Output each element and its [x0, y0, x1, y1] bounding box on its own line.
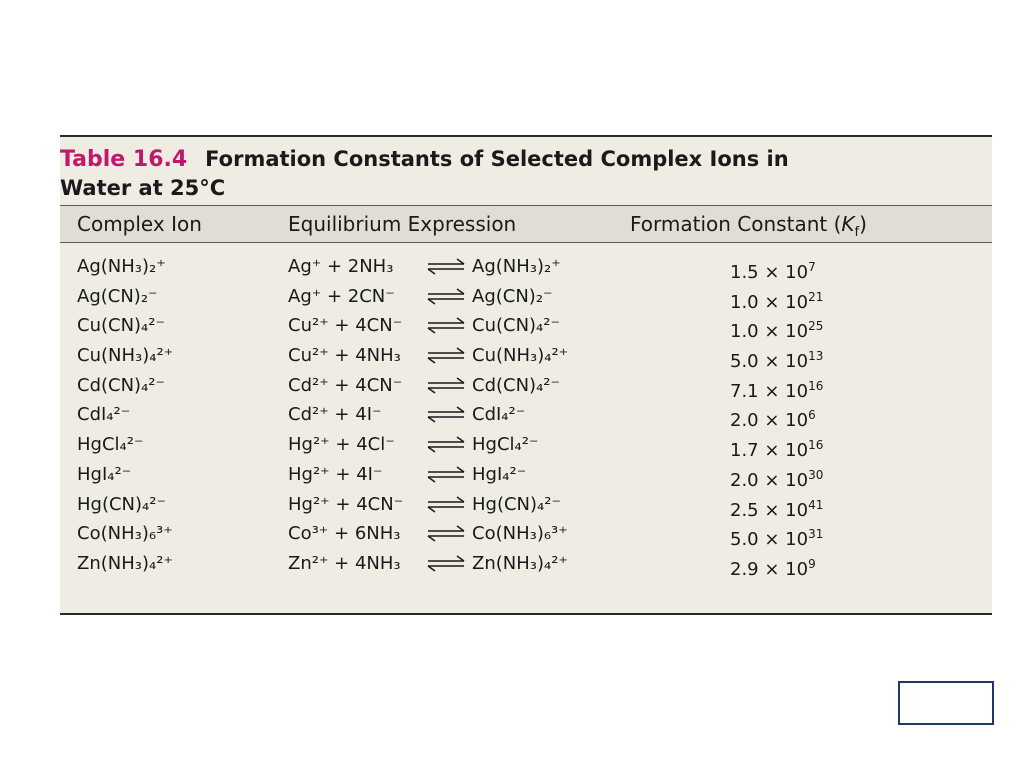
product: Cd(CN)₄²⁻ — [472, 374, 561, 396]
caption-line-2: Water at 25°C — [60, 176, 226, 200]
product: Ag(NH₃)₂⁺ — [472, 256, 561, 277]
product: HgCl₄²⁻ — [472, 434, 539, 456]
equilibrium-arrows-icon — [426, 316, 466, 336]
table-row — [60, 491, 992, 521]
equilibrium-arrows-icon — [426, 287, 466, 307]
k-exponent: 9 — [808, 556, 816, 571]
reactants: Cd²⁺ + 4I⁻ — [288, 404, 382, 426]
formation-constant-value: $5.0 \times 10^{13}$ — [730, 349, 824, 373]
caption-line-1 — [60, 145, 992, 174]
table-row — [60, 461, 992, 491]
reactants: Hg²⁺ + 4CN⁻ — [288, 493, 404, 515]
table-title: Formation Constants of Selected Complex Ions in — [205, 147, 789, 171]
k-mantissa: 2.0 — [730, 469, 759, 491]
header-k-subscript: f — [854, 225, 860, 240]
k-mantissa: 1.7 — [730, 440, 759, 462]
table-row — [60, 283, 992, 313]
product: Cu(NH₃)₄²⁺ — [472, 345, 569, 367]
equilibrium-arrows-icon — [426, 257, 466, 277]
product: Hg(CN)₄²⁻ — [472, 493, 561, 515]
product: HgI₄²⁻ — [472, 463, 527, 485]
product: Zn(NH₃)₄²⁺ — [472, 552, 568, 574]
complex-ion: Cu(NH₃)₄²⁺ — [77, 345, 174, 367]
equilibrium-arrows-icon — [426, 376, 466, 396]
reactants: Ag⁺ + 2CN⁻ — [288, 285, 395, 307]
formation-constant-value: $2.5 \times 10^{41}$ — [730, 497, 824, 521]
reactants: Cu²⁺ + 4NH₃ — [288, 345, 401, 367]
complex-ion: HgCl₄²⁻ — [77, 434, 144, 456]
k-exponent: 30 — [808, 467, 824, 482]
table-row — [60, 342, 992, 372]
product: Ag(CN)₂⁻ — [472, 285, 553, 307]
complex-ion: Cu(CN)₄²⁻ — [77, 315, 165, 337]
header-k-symbol: K — [841, 212, 855, 236]
table-row — [60, 401, 992, 431]
equilibrium-arrows-icon — [426, 524, 466, 544]
equilibrium-arrows-icon — [426, 465, 466, 485]
reactants: Co³⁺ + 6NH₃ — [288, 523, 401, 545]
k-mantissa: 5.0 — [730, 529, 759, 551]
k-exponent: 31 — [808, 527, 824, 542]
k-mantissa: 7.1 — [730, 380, 759, 402]
reactants: Cu²⁺ + 4CN⁻ — [288, 315, 403, 337]
formation-constant-value: $1.7 \times 10^{16}$ — [730, 438, 824, 462]
table-body — [60, 253, 992, 580]
k-exponent: 16 — [808, 438, 824, 453]
formation-constant-value: $2.0 \times 10^6$ — [730, 408, 816, 432]
product: Co(NH₃)₆³⁺ — [472, 523, 568, 545]
table-row — [60, 312, 992, 342]
k-exponent: 6 — [808, 408, 816, 423]
table-row — [60, 372, 992, 402]
k-mantissa: 1.0 — [730, 291, 759, 313]
k-exponent: 13 — [808, 349, 824, 364]
formation-constant-value: $2.9 \times 10^9$ — [730, 556, 816, 580]
k-exponent: 21 — [808, 289, 824, 304]
k-mantissa: 1.5 — [730, 262, 759, 283]
complex-ion: HgI₄²⁻ — [77, 463, 132, 485]
equilibrium-arrows-icon — [426, 435, 466, 455]
complex-ion: Co(NH₃)₆³⁺ — [77, 523, 173, 545]
table-row — [60, 431, 992, 461]
complex-ion: Ag(NH₃)₂⁺ — [77, 256, 166, 277]
reactants: Hg²⁺ + 4Cl⁻ — [288, 434, 395, 456]
k-mantissa: 1.0 — [730, 321, 759, 343]
formation-constant-value: $7.1 \times 10^{16}$ — [730, 378, 824, 402]
equilibrium-arrows-icon — [426, 554, 466, 574]
complex-ion: Cd(CN)₄²⁻ — [77, 374, 166, 396]
header-formation-constant — [630, 206, 867, 251]
k-exponent: 16 — [808, 378, 824, 393]
table-row — [60, 520, 992, 550]
table-row — [60, 550, 992, 580]
equilibrium-arrows-icon — [426, 405, 466, 425]
formation-constant-value: $2.0 \times 10^{30}$ — [730, 467, 824, 491]
header-formation-constant-prefix: Formation Constant ( — [630, 212, 842, 236]
equilibrium-arrows-icon — [426, 495, 466, 515]
table-number: Table 16.4 — [60, 147, 188, 172]
k-exponent: 25 — [808, 319, 824, 334]
k-mantissa: 2.0 — [730, 410, 759, 432]
slide-navigation-box[interactable] — [898, 681, 994, 725]
table-caption — [60, 145, 992, 202]
formation-constant-value: $1.5 \times 10^7$ — [730, 260, 816, 283]
formation-constant-value: $5.0 \times 10^{31}$ — [730, 527, 824, 551]
formation-constant-value: $1.0 \times 10^{25}$ — [730, 319, 824, 343]
formation-constants-table — [60, 135, 992, 615]
product: Cu(CN)₄²⁻ — [472, 315, 560, 337]
complex-ion: Ag(CN)₂⁻ — [77, 285, 158, 307]
reactants: Ag⁺ + 2NH₃ — [288, 256, 394, 277]
reactants: Zn²⁺ + 4NH₃ — [288, 552, 401, 574]
table-header-row — [60, 205, 992, 243]
product: CdI₄²⁻ — [472, 404, 526, 426]
header-complex-ion: Complex Ion — [77, 212, 202, 236]
header-formation-constant-suffix: ) — [859, 212, 867, 236]
complex-ion: Hg(CN)₄²⁻ — [77, 493, 166, 515]
table-row — [60, 253, 992, 283]
reactants: Hg²⁺ + 4I⁻ — [288, 463, 383, 485]
formation-constant-value: $1.0 \times 10^{21}$ — [730, 289, 824, 313]
complex-ion: CdI₄²⁻ — [77, 404, 131, 426]
header-equilibrium-expression: Equilibrium Expression — [288, 212, 517, 236]
k-exponent: 7 — [808, 260, 816, 274]
reactants: Cd²⁺ + 4CN⁻ — [288, 374, 403, 396]
complex-ion: Zn(NH₃)₄²⁺ — [77, 552, 173, 574]
k-mantissa: 2.5 — [730, 499, 759, 521]
k-exponent: 41 — [808, 497, 824, 512]
equilibrium-arrows-icon — [426, 346, 466, 366]
k-mantissa: 5.0 — [730, 351, 759, 373]
k-mantissa: 2.9 — [730, 558, 759, 580]
